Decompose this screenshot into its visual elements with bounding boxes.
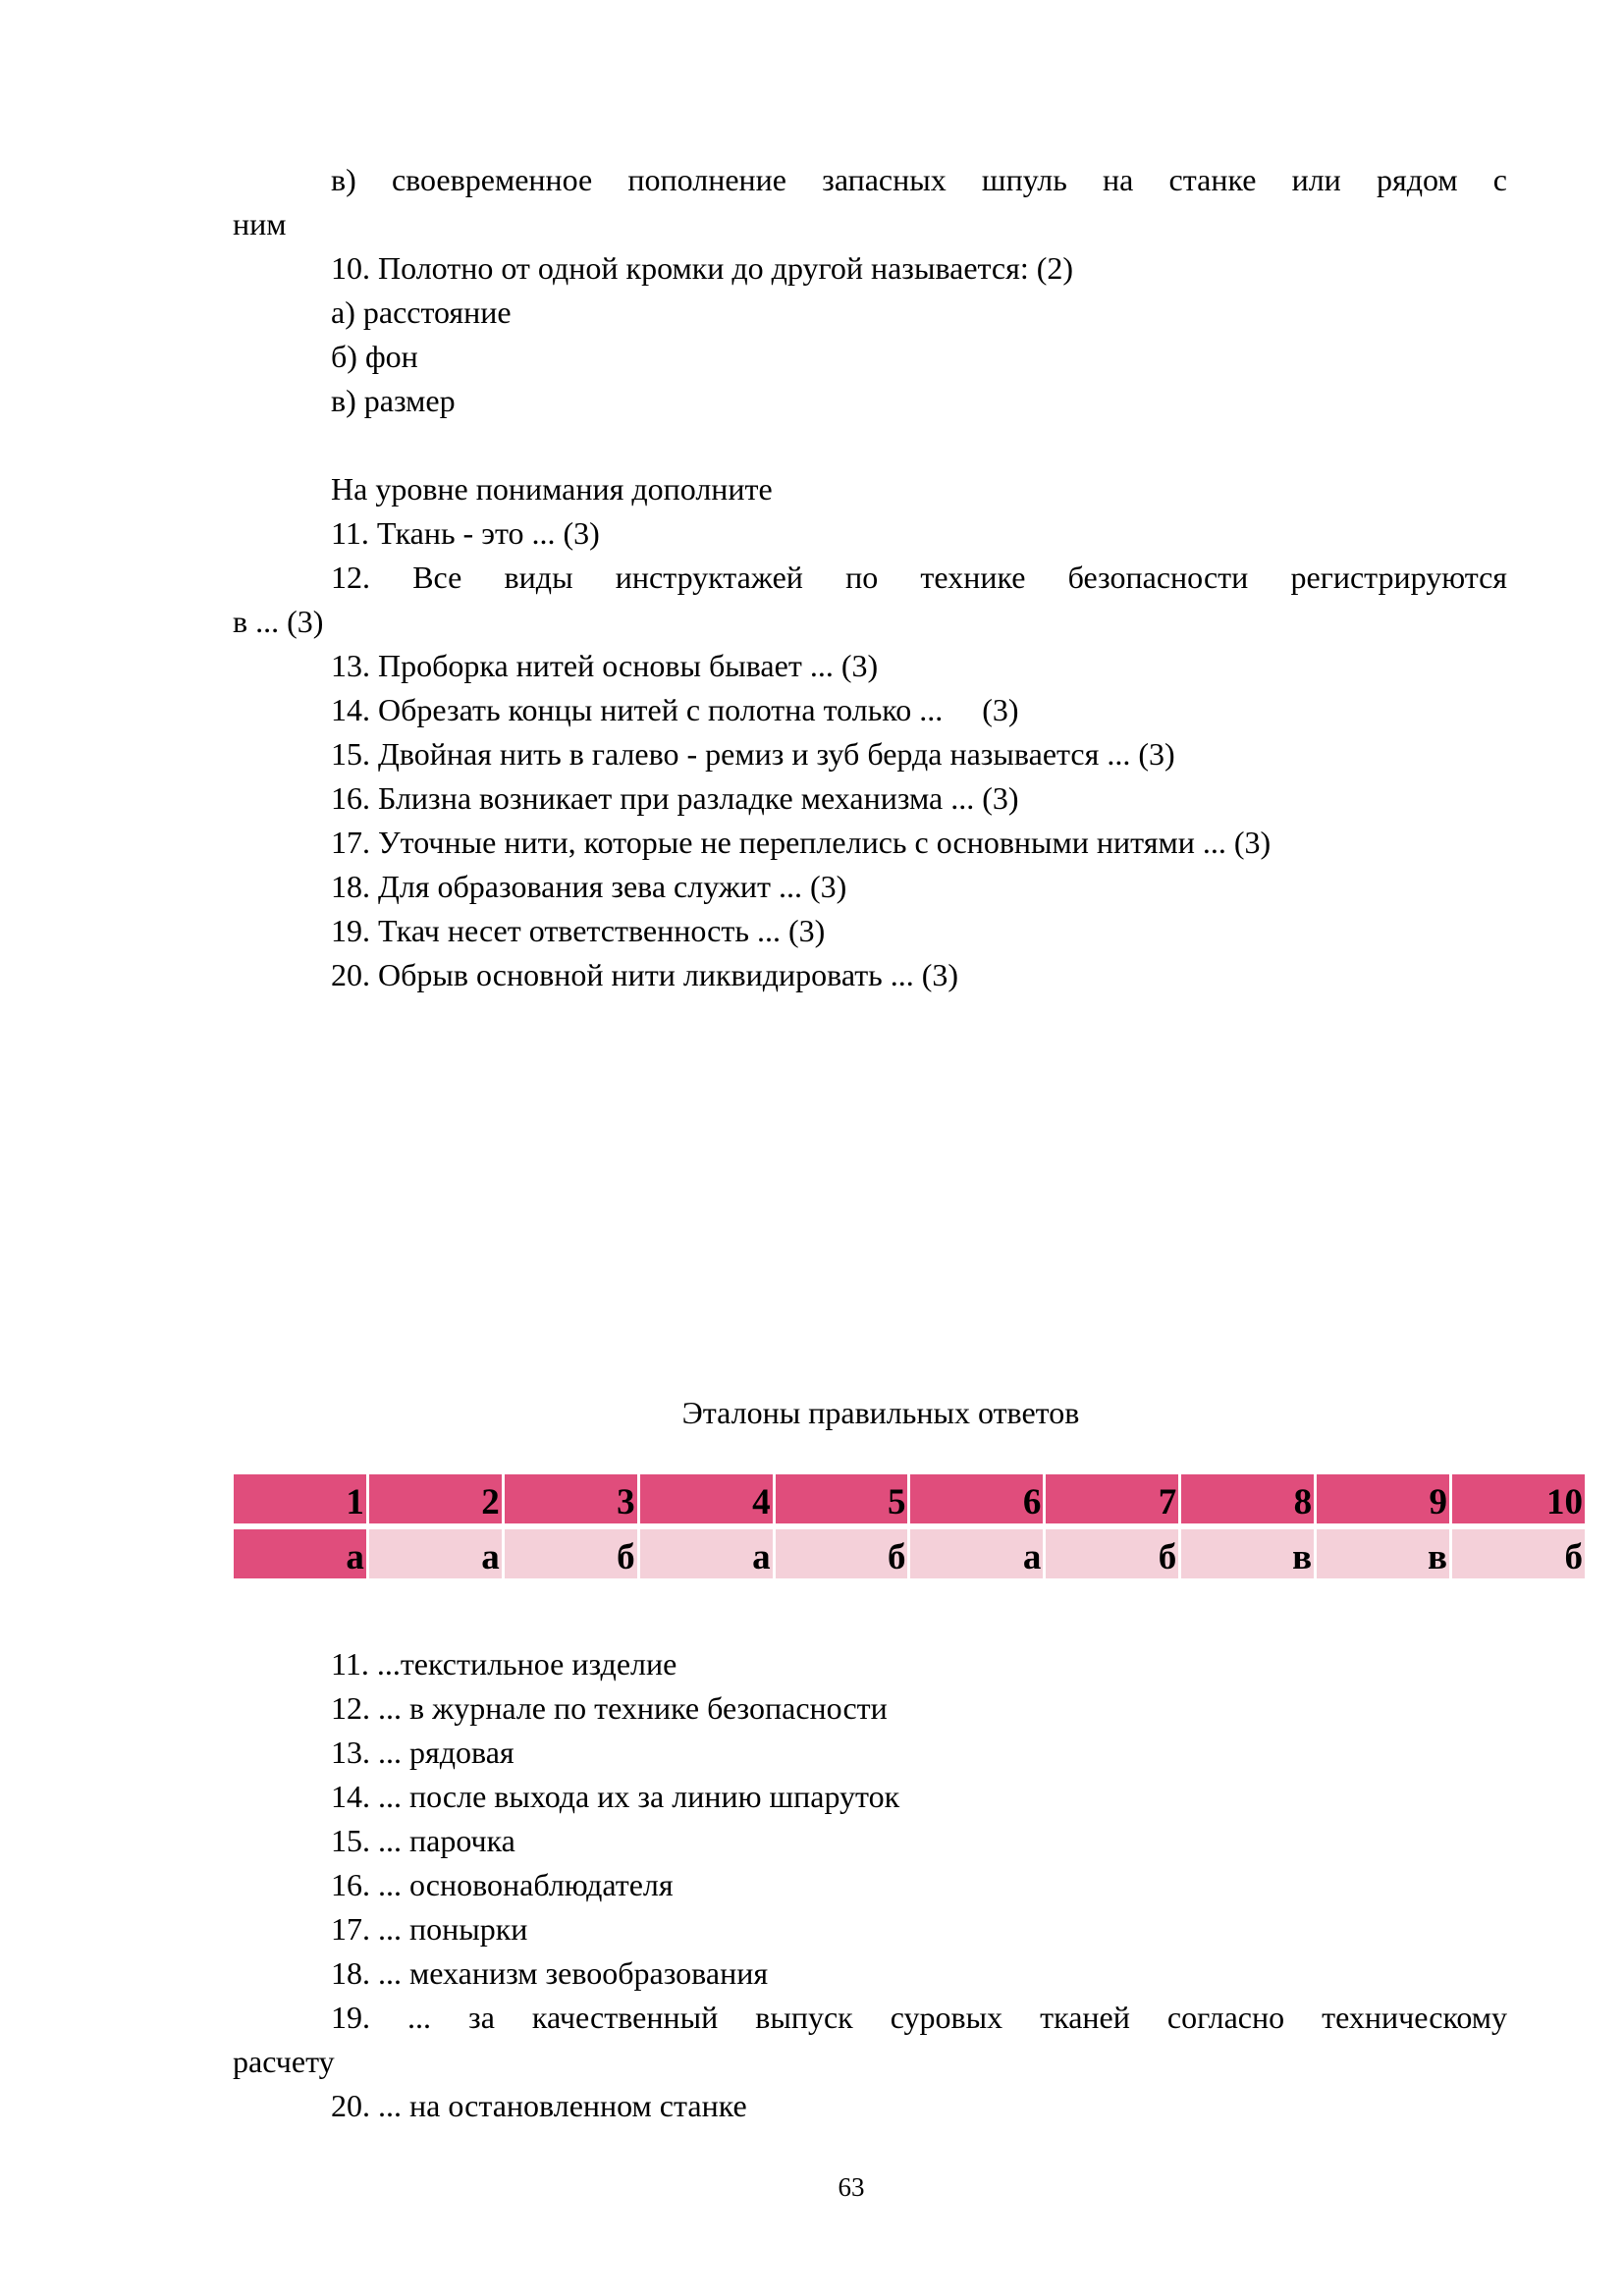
answer-12: 12. ... в журнале по технике безопасности [331,1690,888,1726]
answer-cell: а [369,1529,502,1578]
answer-14: 14. ... после выхода их за линию шпаруток [331,1779,900,1814]
question-14: 14. Обрезать концы нитей с полотна только ... (3) [331,692,1019,727]
section-heading-understanding: На уровне понимания дополните [331,471,773,507]
question-19: 19. Ткач несет ответственность ... (3) [331,913,826,948]
answer-key-answers-row [234,1529,1585,1578]
question-12-line2: в ... (3) [233,604,324,639]
answer-cell: в [1181,1529,1314,1578]
answer-16: 16. ... основонаблюдателя [331,1867,674,1902]
answer-13: 13. ... рядовая [331,1735,514,1770]
answer-cell: б [776,1529,908,1578]
question-16: 16. Близна возникает при разладке механизма ... (3) [331,780,1019,816]
number-cell: 7 [1046,1474,1178,1523]
number-cell: 8 [1181,1474,1314,1523]
question-17: 17. Уточные нити, которые не переплелись с основными нитями ... (3) [331,825,1272,860]
answer-cell: б [1452,1529,1585,1578]
answer-cell: а [640,1529,773,1578]
blank-line [233,423,1507,467]
answer-19-line2: расчету [233,2044,335,2079]
q10-text: 10. Полотно от одной кромки до другой называется: (2) [331,250,1074,286]
answer-key-title: Эталоны правильных ответов [681,1395,1080,1430]
answer-key-numbers-row [234,1474,1585,1523]
number-cell: 2 [369,1474,502,1523]
q10-option-a: а) расстояние [331,294,512,330]
answer-19-line1: 19. ... за качественный выпуск суровых тканей согласно техническому [331,2000,1507,2035]
question-13: 13. Проборка нитей основы бывает ... (3) [331,648,879,683]
answer-key-table [231,1468,1588,1584]
question-11: 11. Ткань - это ... (3) [331,515,600,551]
number-cell: 1 [234,1474,366,1523]
number-cell: 5 [776,1474,908,1523]
answer-cell: б [1046,1529,1178,1578]
question-15: 15. Двойная нить в галево - ремиз и зуб берда называется ... (3) [331,736,1175,772]
answer-20: 20. ... на остановленном станке [331,2088,747,2123]
q9-option-v-line1: в) своевременное пополнение запасных шпуль на станке или рядом с [331,162,1507,197]
open-answers-block [233,1642,1507,2128]
question-12-line1: 12. Все виды инструктажей по технике безопасности регистрируются [331,560,1507,595]
answer-cell: а [234,1529,366,1578]
answer-cell: а [910,1529,1043,1578]
number-cell: 3 [505,1474,637,1523]
answer-11: 11. ...текстильное изделие [331,1646,677,1682]
question-20: 20. Обрыв основной нити ликвидировать ... (3) [331,957,959,992]
number-cell: 4 [640,1474,773,1523]
q10-option-v: в) размер [331,383,456,418]
question-18: 18. Для образования зева служит ... (3) [331,869,847,904]
answer-17: 17. ... понырки [331,1911,528,1947]
answer-18: 18. ... механизм зевообразования [331,1955,769,1991]
q9-option-v-line2: ним [233,206,287,241]
answer-cell: в [1317,1529,1449,1578]
number-cell: 10 [1452,1474,1585,1523]
answer-15: 15. ... парочка [331,1823,515,1858]
number-cell: 6 [910,1474,1043,1523]
page-number: 63 [838,2172,865,2202]
questions-block [233,158,1507,997]
number-cell: 9 [1317,1474,1449,1523]
answer-cell: б [505,1529,637,1578]
q10-option-b: б) фон [331,339,418,374]
